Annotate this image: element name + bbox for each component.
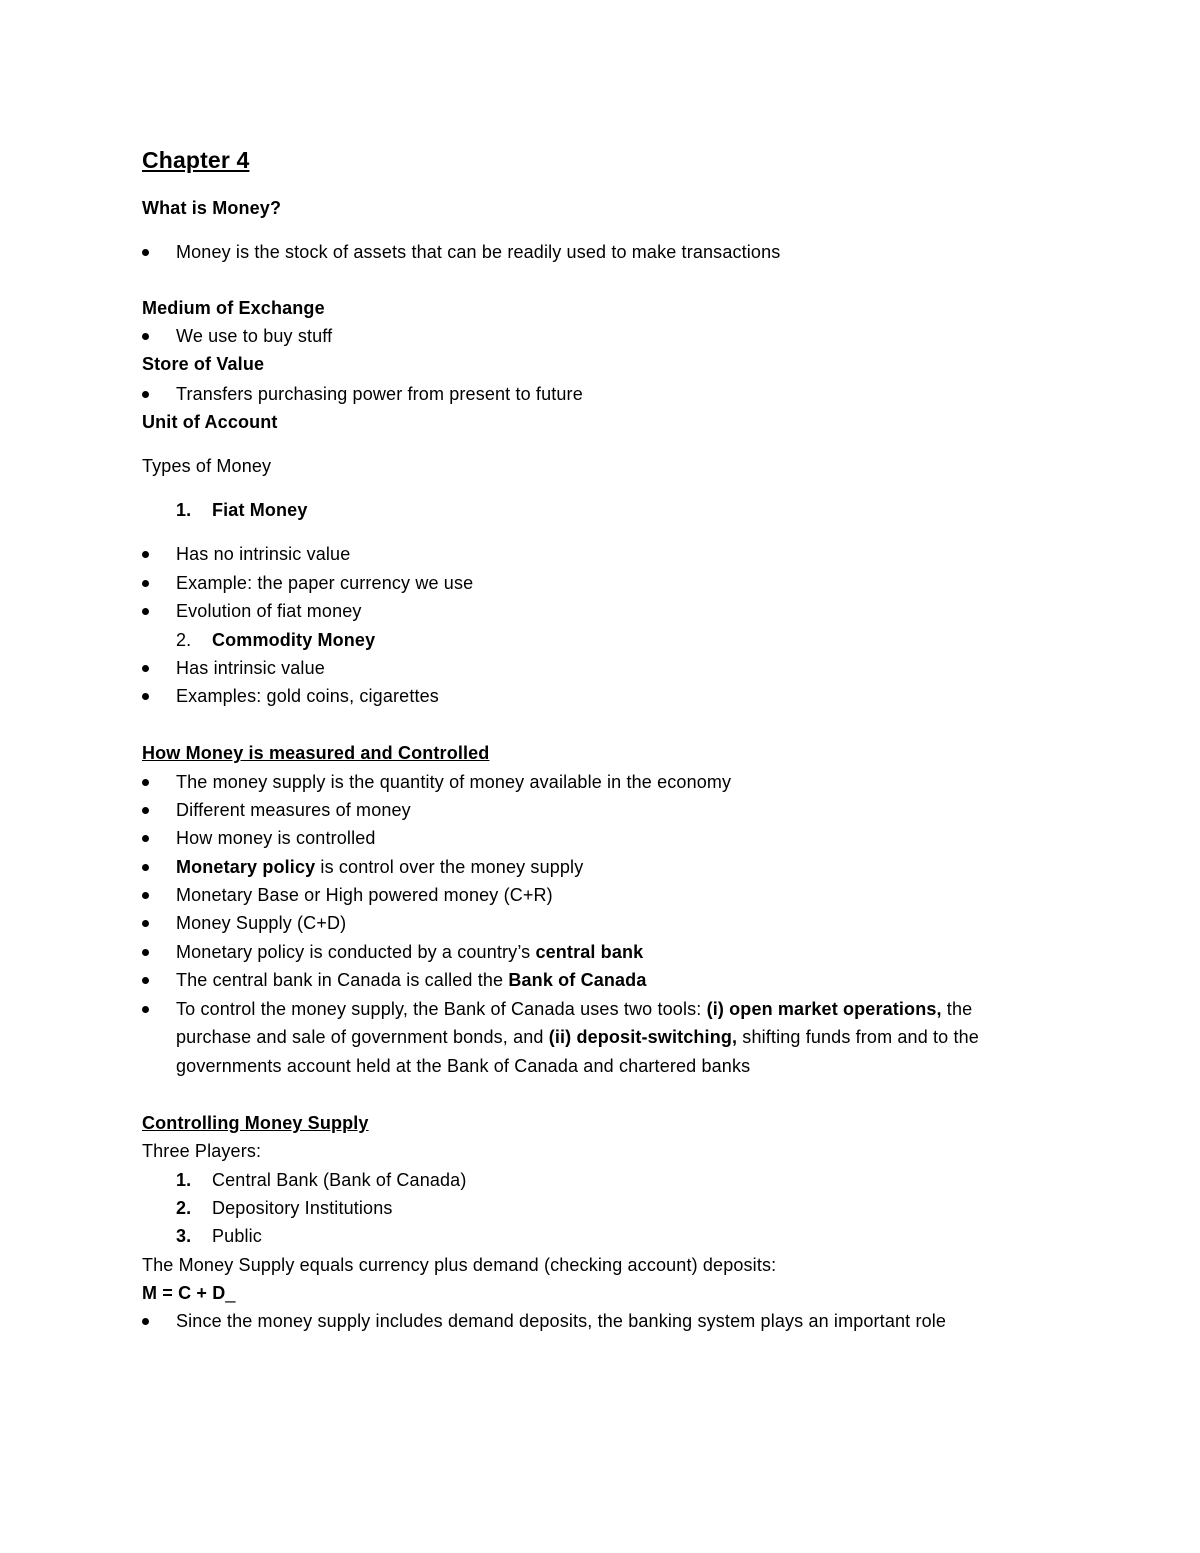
text-span: The central bank in Canada is called the	[176, 970, 509, 990]
bullet-icon	[142, 835, 149, 842]
commodity-money-label: Commodity Money	[212, 630, 376, 650]
bold-term: central bank	[535, 942, 644, 962]
bullet-icon	[142, 920, 149, 927]
bullet-icon	[142, 580, 149, 587]
list-number: 1.	[176, 1170, 192, 1190]
bullet-icon	[142, 333, 149, 340]
list-item	[176, 941, 643, 963]
text-span: is control over the money supply	[315, 857, 584, 877]
text-span: the	[941, 999, 973, 1019]
fiat-money-label: Fiat Money	[212, 500, 308, 520]
bold-term: (ii) deposit-switching,	[548, 1027, 738, 1047]
unit-of-account-heading: Unit of Account	[142, 412, 278, 432]
list-item	[176, 856, 583, 878]
bullet-icon	[142, 892, 149, 899]
list-item-continuation: governments account held at the Bank of Canada and chartered banks	[176, 1056, 751, 1076]
controlling-money-supply-heading: Controlling Money Supply	[142, 1113, 369, 1133]
list-number: 2.	[176, 630, 192, 650]
formula	[142, 1282, 236, 1304]
text-span: shifting funds from and to the	[737, 1027, 979, 1047]
page-title: Chapter 4	[142, 147, 250, 173]
list-item: Monetary Base or High powered money (C+R)	[176, 885, 553, 905]
list-item: Depository Institutions	[212, 1198, 393, 1218]
list-item: Central Bank (Bank of Canada)	[212, 1170, 467, 1190]
bullet-icon	[142, 807, 149, 814]
list-item: Money is the stock of assets that can be readily used to make transactions	[176, 242, 781, 262]
list-item: Money Supply (C+D)	[176, 913, 347, 933]
list-item	[176, 998, 972, 1020]
list-item: Has no intrinsic value	[176, 544, 351, 564]
list-item: Example: the paper currency we use	[176, 573, 474, 593]
list-item: Different measures of money	[176, 800, 411, 820]
bullet-icon	[142, 949, 149, 956]
list-item: Evolution of fiat money	[176, 601, 362, 621]
list-item: Since the money supply includes demand deposits, the banking system plays an important role	[176, 1311, 947, 1331]
types-of-money-heading: Types of Money	[142, 456, 272, 476]
store-of-value-heading: Store of Value	[142, 354, 265, 374]
list-item: The money supply is the quantity of money available in the economy	[176, 772, 732, 792]
three-players-label: Three Players:	[142, 1141, 262, 1161]
formula-text: M = C + D	[142, 1283, 226, 1303]
list-item: How money is controlled	[176, 828, 376, 848]
bullet-icon	[142, 551, 149, 558]
list-number: 2.	[176, 1198, 192, 1218]
bullet-icon	[142, 249, 149, 256]
list-number: 3.	[176, 1226, 192, 1246]
bold-term: (i) open market operations,	[706, 999, 942, 1019]
list-number: 1.	[176, 500, 192, 520]
list-item: Transfers purchasing power from present to future	[176, 384, 583, 404]
bold-term: Bank of Canada	[508, 970, 647, 990]
bullet-icon	[142, 977, 149, 984]
bullet-icon	[142, 693, 149, 700]
bullet-icon	[142, 864, 149, 871]
bullet-icon	[142, 608, 149, 615]
text-span: To control the money supply, the Bank of Canada uses two tools:	[176, 999, 707, 1019]
medium-of-exchange-heading: Medium of Exchange	[142, 298, 325, 318]
how-money-measured-heading: How Money is measured and Controlled	[142, 743, 490, 763]
money-supply-definition: The Money Supply equals currency plus demand (checking account) deposits:	[142, 1255, 777, 1275]
bullet-icon	[142, 1318, 149, 1325]
list-item: We use to buy stuff	[176, 326, 333, 346]
list-item	[176, 969, 647, 991]
formula-tail: _	[225, 1283, 236, 1303]
bold-term: Monetary policy	[176, 857, 316, 877]
bullet-icon	[142, 1006, 149, 1013]
bullet-icon	[142, 665, 149, 672]
text-span: purchase and sale of government bonds, and	[176, 1027, 549, 1047]
text-span: Monetary policy is conducted by a country’s	[176, 942, 536, 962]
what-is-money-heading: What is Money?	[142, 198, 282, 218]
list-item: Public	[212, 1226, 262, 1246]
list-item: Has intrinsic value	[176, 658, 325, 678]
list-item-continuation	[176, 1026, 979, 1048]
bullet-icon	[142, 391, 149, 398]
list-item: Examples: gold coins, cigarettes	[176, 686, 439, 706]
bullet-icon	[142, 779, 149, 786]
